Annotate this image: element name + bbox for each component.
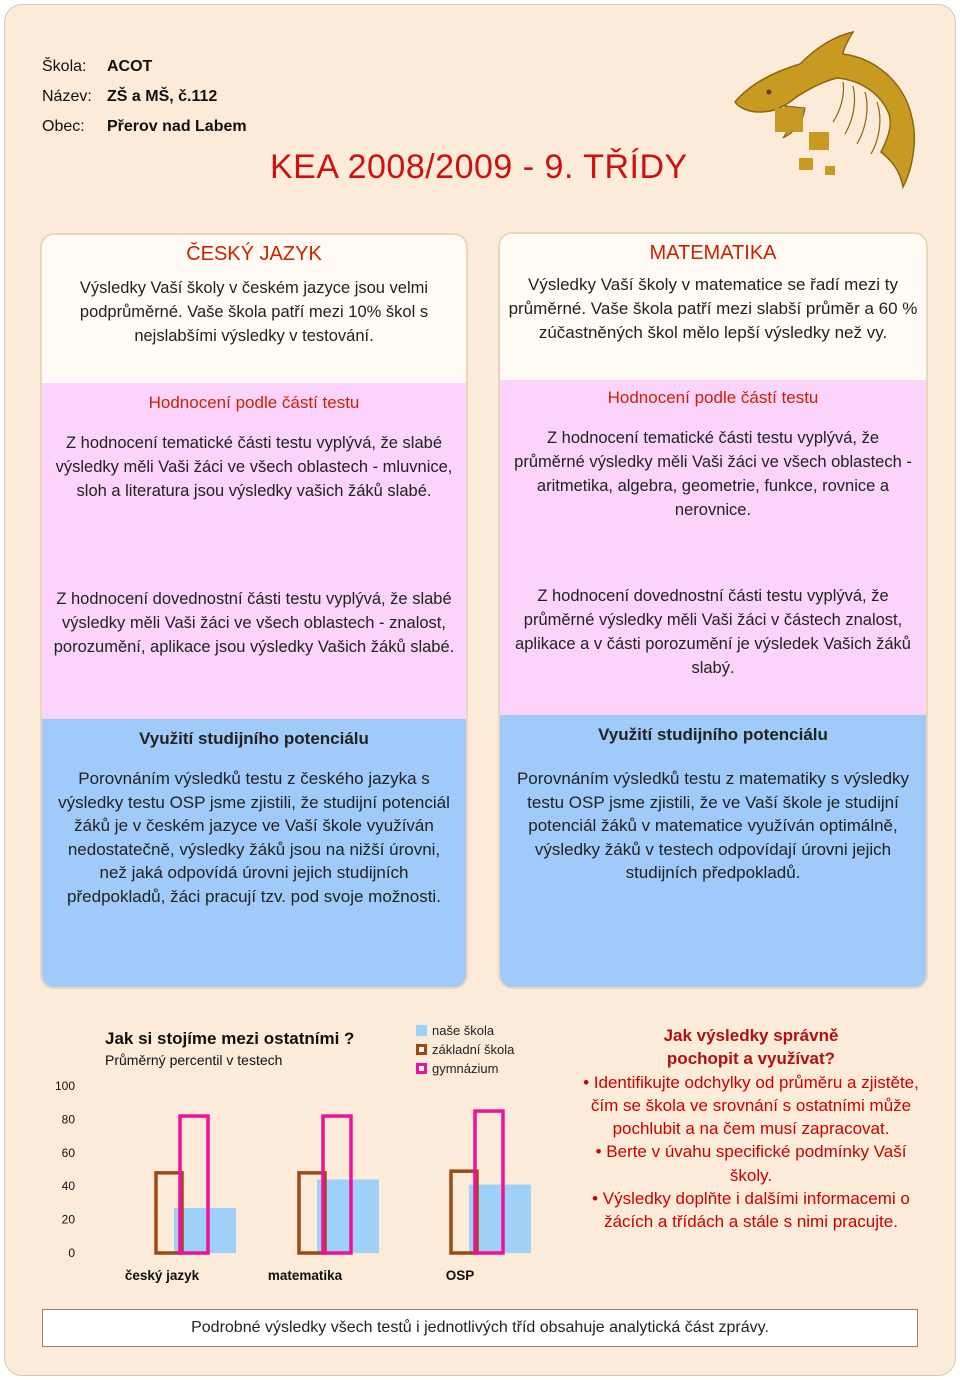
math-potential-heading: Využití studijního potenciálu (598, 725, 828, 744)
y-tick-label: 20 (61, 1212, 75, 1227)
tips-title-1: Jak výsledky správně (663, 1026, 839, 1045)
y-tick-label: 0 (68, 1246, 75, 1260)
czech-summary: Výsledky Vaší školy v českém jazyce jsou velmi podprůměrné. Vaše škola patří mezi 10% škol s nejslabšími výsledky v testování. (79, 279, 429, 345)
y-tick-label: 100 (54, 1079, 75, 1093)
chart-title: Jak si stojíme mezi ostatními ? (105, 1029, 355, 1048)
czech-parts-section (42, 383, 466, 719)
y-tick-label: 60 (61, 1145, 75, 1160)
footer-note: Podrobné výsledky všech testů i jednotlivých tříd obsahuje analytická část zprávy. (42, 1309, 918, 1347)
math-potential-text: Porovnáním výsledků testu z matematiky s výsledky testu OSP jsme zjistili, že ve Vaší škole je studijní potenciál žáků v matematice využíván optimálně, výsledky žáků v testech odpovídají úrovni jejich studijních předpokladů. (516, 769, 910, 882)
math-summary-section (500, 234, 926, 380)
czech-parts-thematic: Z hodnocení tematické části testu vyplývá, že slabé výsledky měli Vaši žáci ve všech oblastech - mluvnice, sloh a literatura jsou výsledky vašich žáků slabé. (55, 434, 453, 500)
y-tick-label: 40 (61, 1179, 75, 1194)
tips-title-2: pochopit a využívat? (666, 1049, 836, 1069)
x-category-label: matematika (267, 1268, 343, 1283)
math-title: MATEMATIKA (649, 242, 777, 264)
czech-potential-section (42, 719, 466, 987)
czech-card (40, 233, 468, 989)
main-title: KEA 2008/2009 - 9. TŘÍDY (270, 148, 688, 186)
chart-plot (38, 1015, 568, 1305)
czech-potential-text-1: Porovnáním výsledků testu z českého jazyka s výsledky testu OSP jsme zjistili, že studijní potenciál žáků je v českém jazyce ve Vaší škole využíván nedostatečně, výsledky žáků jsou na nižší úrovni, než jaká odpovídá úrovni jejich studijních (58, 769, 450, 882)
dolphin-logo-icon (725, 22, 925, 192)
math-potential-section (500, 715, 926, 987)
legend-label-school: naše škola (432, 1023, 495, 1038)
school-value: ACOT (107, 58, 153, 75)
math-parts-section (500, 380, 926, 715)
math-card (498, 232, 928, 989)
y-tick-label: 80 (61, 1112, 75, 1127)
czech-potential-heading: Využití studijního potenciálu (139, 729, 369, 748)
school-label: Škola: (42, 58, 87, 75)
math-parts-skills: Z hodnocení dovednostní části testu vyplývá, že průměrné výsledky měli Vaši žáci v částech znalost, aplikace a v části porozumění je výsledek Vašich žáků slabý. (515, 587, 911, 677)
czech-parts-heading: Hodnocení podle částí testu (148, 393, 360, 412)
czech-summary-section (42, 235, 466, 383)
math-parts-heading: Hodnocení podle částí testu (607, 388, 819, 407)
town-label: Obec: (42, 118, 85, 135)
czech-parts-skills: Z hodnocení dovednostní části testu vyplývá, že slabé výsledky měli Vaši žáci ve všech oblastech - znalost, porozumění, aplikace jsou výsledky Vašich žáků slabé. (53, 590, 455, 656)
chart-subtitle: Průměrný percentil v testech (105, 1052, 283, 1068)
name-value: ZŠ a MŠ, č.112 (107, 88, 218, 105)
tips-item: • Identifikujte odchylky od průměru a zjistěte, čím se škola ve srovnání s ostatními může pochlubit a na čem musí zapracovat. (583, 1072, 919, 1139)
tips-item: • Výsledky doplňte i dalšími informacemi o žácích a třídách a stále s nimi pracujte. (592, 1189, 910, 1232)
legend-label-gym: gymnázium (432, 1061, 499, 1076)
math-parts-thematic: Z hodnocení tematické části testu vyplývá, že průměrné výsledky měli Vaši žáci ve všech oblastech - aritmetika, algebra, geometrie, funkce, rovnice a nerovnice. (514, 429, 912, 519)
tips-item: • Berte v úvahu specifické podmínky Vaší školy. (595, 1142, 907, 1185)
x-category-label: český jazyk (124, 1268, 200, 1283)
name-label: Název: (42, 88, 92, 105)
math-summary: Výsledky Vaší školy v matematice se řadí mezi ty průměrné. Vaše škola patří mezi slabší průměr a 60 % zúčastněných škol mělo lepší výsledky než vy. (508, 275, 918, 342)
legend-label-basic: základní škola (432, 1042, 515, 1057)
tips-panel (580, 1024, 922, 1234)
comparison-chart (38, 1015, 568, 1305)
town-value: Přerov nad Labem (107, 118, 247, 135)
czech-title: ČESKÝ JAZYK (186, 243, 322, 265)
czech-potential-text-2: předpokladů, žáci pracují tzv. pod svoje možnosti. (67, 886, 441, 906)
x-category-label: OSP (445, 1268, 475, 1283)
